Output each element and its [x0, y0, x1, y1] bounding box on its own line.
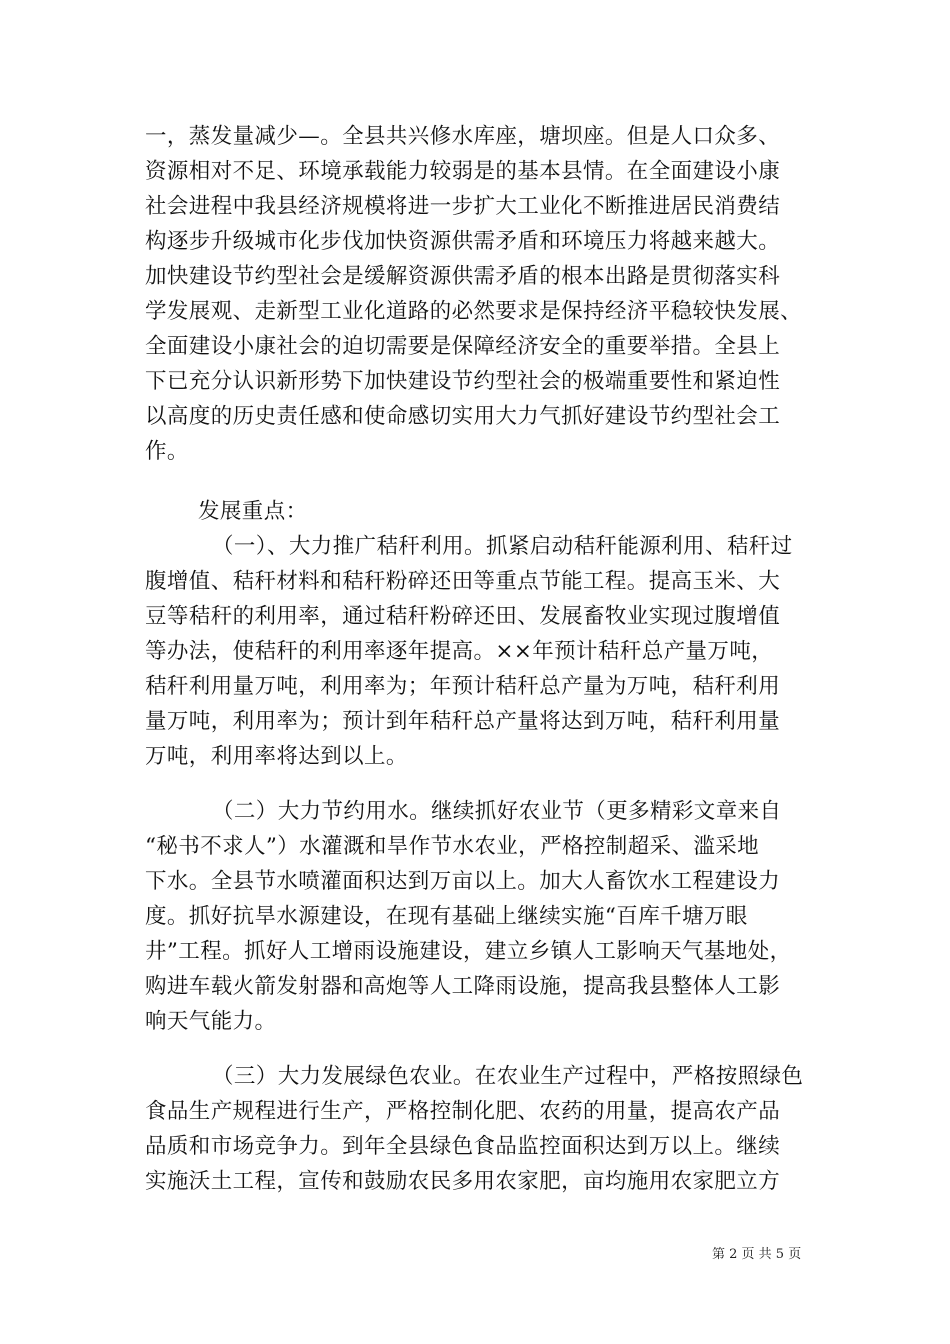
- text-line: 腹增值、秸秆材料和秸秆粉碎还田等重点节能工程。提高玉米、大: [145, 569, 781, 594]
- text-line: 全面建设小康社会的迫切需要是保障经济安全的重要举措。全县上: [145, 334, 781, 359]
- text-line: 实施沃土工程，宣传和鼓励农民多用农家肥，亩均施用农家肥立方: [145, 1169, 781, 1194]
- text-line: 品质和市场竞争力。到年全县绿色食品监控面积达到万以上。继续: [145, 1134, 781, 1159]
- text-line: 作。: [145, 439, 189, 464]
- text-line: 井”工程。抓好人工增雨设施建设，建立乡镇人工影响天气基地处，: [145, 939, 792, 964]
- text-line: 食品生产规程进行生产，严格控制化肥、农药的用量，提高农产品: [145, 1099, 781, 1124]
- text-line: 学发展观、走新型工业化道路的必然要求是保持经济平稳较快发展、: [145, 299, 803, 324]
- text-line: 加快建设节约型社会是缓解资源供需矛盾的根本出路是贯彻落实科: [145, 264, 781, 289]
- text-line: 发展重点：: [198, 499, 308, 524]
- text-line: （二）大力节约用水。继续抓好农业节（更多精彩文章来自: [212, 799, 782, 824]
- text-line: 量万吨，利用率为；预计到年秸秆总产量将达到万吨，秸秆利用量: [145, 709, 781, 734]
- text-line: 等办法，使秸秆的利用率逐年提高。××年预计秸秆总产量万吨，: [145, 639, 774, 664]
- text-line: “秘书不求人”）水灌溉和旱作节水农业，严格控制超采、滥采地: [145, 834, 760, 859]
- text-line: 构逐步升级城市化步伐加快资源供需矛盾和环境压力将越来越大。: [145, 229, 781, 254]
- text-line: 响天气能力。: [145, 1009, 277, 1034]
- text-line: 度。抓好抗旱水源建设，在现有基础上继续实施“百库千塘万眼: [145, 904, 748, 929]
- text-line: （三）大力发展绿色农业。在农业生产过程中，严格按照绿色: [212, 1064, 804, 1089]
- text-line: 豆等秸秆的利用率，通过秸秆粉碎还田、发展畜牧业实现过腹增值: [145, 604, 781, 629]
- page-number: 第 2 页 共 5 页: [712, 1247, 802, 1262]
- text-line: 下已充分认识新形势下加快建设节约型社会的极端重要性和紧迫性: [145, 369, 781, 394]
- text-line: 秸秆利用量万吨，利用率为；年预计秸秆总产量为万吨，秸秆利用: [145, 674, 781, 699]
- text-line: 购进车载火箭发射器和高炮等人工降雨设施，提高我县整体人工影: [145, 974, 781, 999]
- text-line: （一）、大力推广秸秆利用。抓紧启动秸秆能源利用、秸秆过: [212, 534, 793, 559]
- text-line: 以高度的历史责任感和使命感切实用大力气抓好建设节约型社会工: [145, 404, 781, 429]
- text-line: 资源相对不足、环境承载能力较弱是的基本县情。在全面建设小康: [145, 159, 781, 184]
- text-line: 一，蒸发量减少—。全县共兴修水库座，塘坝座。但是人口众多、: [145, 124, 781, 149]
- text-line: 下水。全县节水喷灌面积达到万亩以上。加大人畜饮水工程建设力: [145, 869, 781, 894]
- text-line: 社会进程中我县经济规模将进一步扩大工业化不断推进居民消费结: [145, 194, 781, 219]
- text-line: 万吨，利用率将达到以上。: [145, 744, 408, 769]
